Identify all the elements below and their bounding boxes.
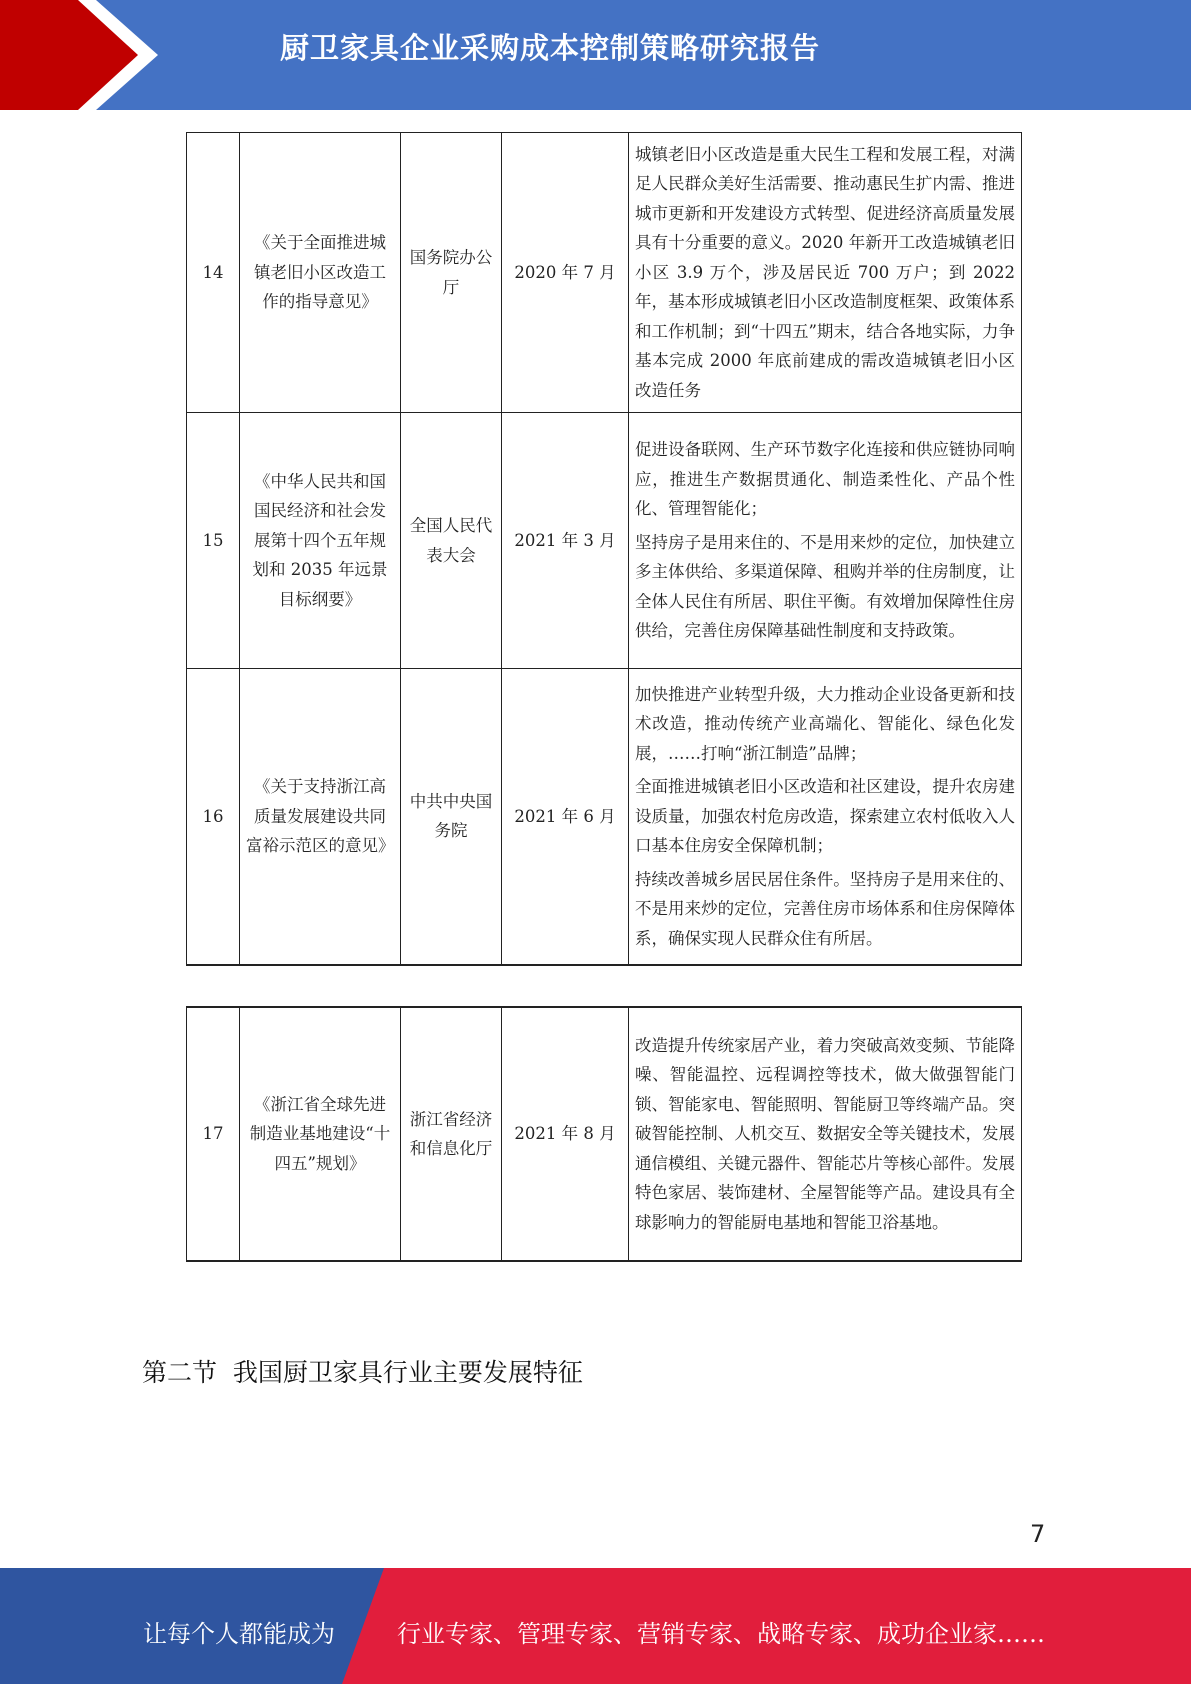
policy-content [629,669,1022,965]
footer-slogan-left: 让每个人都能成为 [143,1620,335,1648]
issuing-organization: 全国人民代表大会 [401,413,502,669]
issuing-organization: 浙江省经济和信息化厅 [401,1007,502,1261]
issue-date: 2021 年 8 月 [502,1007,629,1261]
content-paragraph: 促进设备联网、生产环节数字化连接和供应链协同响应，推进生产数据贯通化、制造柔性化、产品个性化、管理智能化； [635,440,1015,519]
row-number: 16 [187,669,240,965]
row-number: 17 [187,1007,240,1261]
footer-banner [0,1568,1191,1684]
table-row [187,669,1022,965]
table-row [187,133,1022,413]
policy-name: 《关于支持浙江高质量发展建设共同富裕示范区的意见》 [240,669,401,965]
row-number: 15 [187,413,240,669]
content-paragraph: 持续改善城乡居民居住条件。坚持房子是用来住的、不是用来炒的定位，完善住房市场体系和住房保障体系，确保实现人民群众住有所居。 [635,869,1015,948]
issuing-organization: 中共中央国务院 [401,669,502,965]
policy-name: 《中华人民共和国国民经济和社会发展第十四个五年规划和 2035 年远景目标纲要》 [240,413,401,669]
policy-name: 《浙江省全球先进制造业基地建设“十四五”规划》 [240,1007,401,1261]
issue-date: 2021 年 3 月 [502,413,629,669]
report-title: 厨卫家具企业采购成本控制策略研究报告 [280,31,821,65]
policy-table-continued [186,1006,1022,1262]
issuing-organization: 国务院办公厅 [401,133,502,413]
table-row [187,413,1022,669]
policy-table [186,132,1022,966]
content-paragraph: 坚持房子是用来住的、不是用来炒的定位，加快建立多主体供给、多渠道保障、租购并举的住房制度，让全体人民住有所居、职住平衡。有效增加保障性住房供给，完善住房保障基础性制度和支持政策。 [635,532,1015,641]
policy-content [629,133,1022,413]
row-number: 14 [187,133,240,413]
content-paragraph: 加快推进产业转型升级，大力推动企业设备更新和技术改造，推动传统产业高端化、智能化、绿色化发展，……打响“浙江制造”品牌； [635,684,1015,763]
page-number: 7 [1030,1520,1046,1548]
issue-date: 2021 年 6 月 [502,669,629,965]
section-heading: 第二节 我国厨卫家具行业主要发展特征 [142,1358,583,1387]
table-row [187,1007,1022,1261]
policy-content [629,1007,1022,1261]
content-paragraph: 全面推进城镇老旧小区改造和社区建设，提升农房建设质量，加强农村危房改造，探索建立农村低收入人口基本住房安全保障机制； [635,777,1015,855]
issue-date: 2020 年 7 月 [502,133,629,413]
policy-name: 《关于全面推进城镇老旧小区改造工作的指导意见》 [240,133,401,413]
header-banner [0,0,1191,110]
content-paragraph: 城镇老旧小区改造是重大民生工程和发展工程，对满足人民群众美好生活需要、推动惠民生扩内需、推进城市更新和开发建设方式转型、促进经济高质量发展具有十分重要的意义。2020 年新开工改造城镇老旧小区 3.9 万个，涉及居民近 700 万户；到 2022 年，基本形成城镇老旧小区改造制度框架、政策体系和工作机制；到“十四五”期末，结合各地实际，力争基本完成 2000 年底前建成的需改造城镇老旧小区改造任务 [635,144,1015,400]
content-paragraph: 改造提升传统家居产业，着力突破高效变频、节能降噪、智能温控、远程调控等技术，做大做强智能门锁、智能家电、智能照明、智能厨卫等终端产品。突破智能控制、人机交互、数据安全等关键技术，发展通信模组、关键元器件、智能芯片等核心部件。发展特色家居、装饰建材、全屋智能等产品。建设具有全球影响力的智能厨电基地和智能卫浴基地。 [635,1035,1015,1232]
footer-slogan-right: 行业专家、管理专家、营销专家、战略专家、成功企业家…… [397,1620,1045,1648]
policy-content [629,413,1022,669]
